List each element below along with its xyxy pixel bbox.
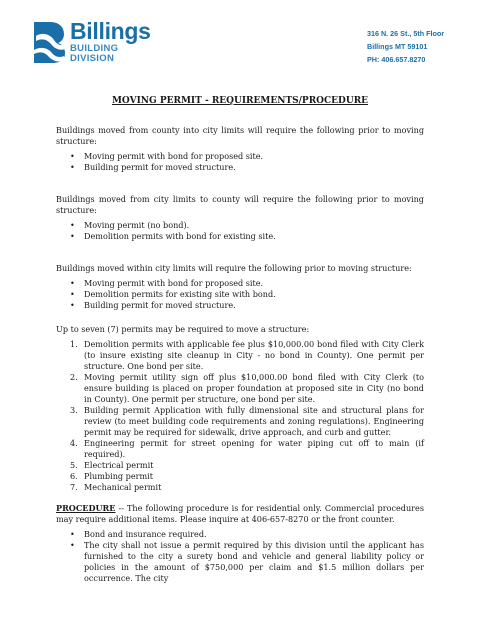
section3-list	[56, 278, 424, 311]
section1-list	[56, 151, 424, 173]
list-item: 6. Plumbing permit	[70, 471, 154, 481]
list-item: 5. Electrical permit	[70, 460, 154, 470]
document-body	[56, 96, 424, 584]
list-item: • Demolition permits with bond for existing site.	[84, 231, 424, 242]
list-item: • Moving permit with bond for proposed site.	[84, 278, 424, 289]
list-item: 4. Engineering permit for street opening for water piping cut off to main (if required).	[70, 438, 424, 459]
list-item: • Moving permit with bond for proposed site.	[84, 151, 424, 162]
procedure-text: -- The following procedure is for residential only. Commercial procedures may require additional items. Please inquire at 406-657-8270 or the front counter.	[56, 503, 424, 524]
section2-list	[56, 220, 424, 242]
list-item: • Bond and insurance required.	[84, 529, 424, 540]
section4-lead: Up to seven (7) permits may be required to move a structure:	[56, 324, 310, 334]
procedure-paragraph	[56, 503, 424, 525]
address-city: Billings MT 59101	[367, 42, 428, 51]
list-item: • The city shall not issue a permit required by this division until the applicant has furnished to the city a surety bond and vehicle and general liability policy or policies in the amount of $750,000 per claim and $1.5 million dollars per occurrence. The city	[84, 540, 424, 584]
address-street: 316 N. 26 St., 5th Floor	[367, 29, 445, 38]
list-item: 2. Moving permit utility sign off plus $10,000.00 bond filed with City Clerk (to ensure building is placed on proper foundation at proposed site in City (no bond in County). One permit per structure, one bond per site.	[70, 372, 424, 404]
list-item: • Building permit for moved structure.	[84, 162, 424, 173]
list-item: • Building permit for moved structure.	[84, 300, 424, 311]
logo-name: Billings	[70, 18, 151, 44]
list-item: • Moving permit (no bond).	[84, 220, 424, 231]
billings-logo	[32, 20, 182, 72]
billings-logo-mark-icon	[32, 20, 66, 64]
list-item: • Demolition permits for existing site with bond.	[84, 289, 424, 300]
document-title: MOVING PERMIT - REQUIREMENTS/PROCEDURE	[111, 96, 369, 106]
permits-list	[56, 339, 424, 493]
procedure-list	[56, 529, 424, 584]
address-block	[367, 27, 467, 66]
logo-line-division: DIVISION	[70, 53, 115, 64]
list-item: 7. Mechanical permit	[70, 482, 162, 492]
list-item: 1. Demolition permits with applicable fee plus $10,000.00 bond filed with City Clerk (to insure existing site cleanup in City - no bond in County). One permit per structure. One bond per site.	[70, 339, 424, 371]
logo-line-building: BUILDING	[70, 43, 119, 54]
procedure-label: PROCEDURE	[56, 503, 116, 513]
address-phone: PH: 406.657.8270	[367, 55, 426, 64]
section3-lead: Buildings moved within city limits will require the following prior to moving structure:	[56, 263, 412, 273]
list-item: 3. Building permit Application with fully dimensional site and structural plans for review (to meet building code requirements and zoning regulations). Engineering permit may be required for sidewalk, drive approach, and curb and gutter.	[70, 405, 424, 437]
section1-lead: Buildings moved from county into city limits will require the following prior to moving structure:	[56, 125, 424, 146]
section2-lead: Buildings moved from city limits to county will require the following prior to moving structure:	[56, 194, 424, 215]
